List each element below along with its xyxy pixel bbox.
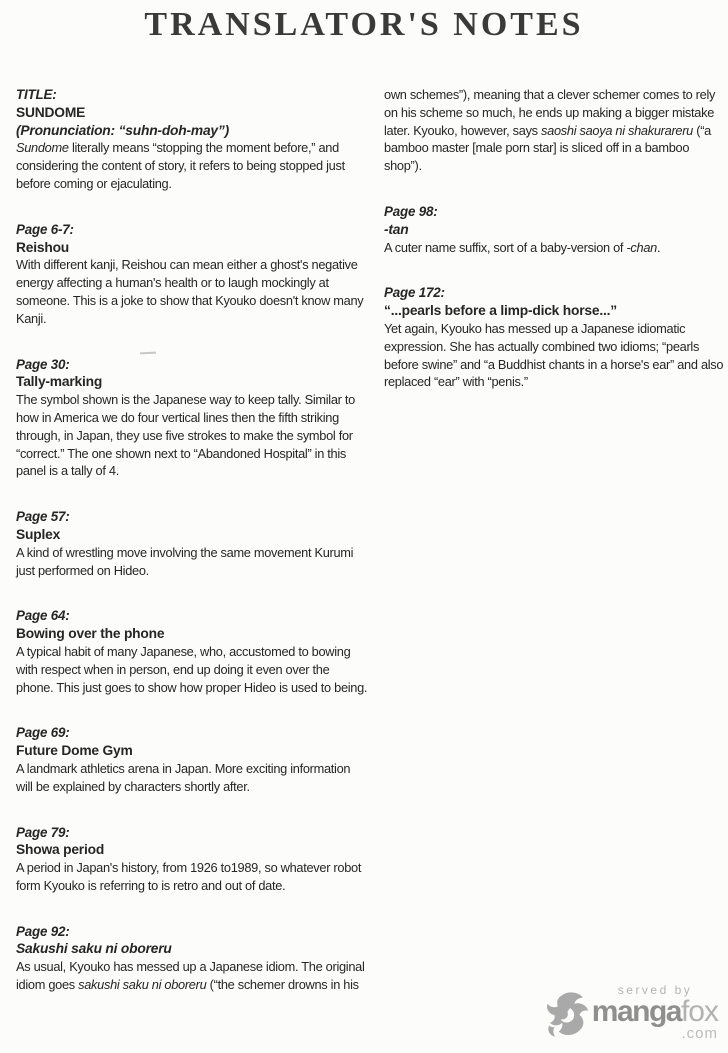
watermark-text	[592, 984, 718, 1041]
section-heading: Future Dome Gym	[16, 743, 133, 759]
section-heading: SUNDOME	[16, 104, 86, 120]
note-section	[16, 221, 368, 328]
section-page-label: Page 98:	[384, 203, 438, 219]
note-section	[384, 284, 724, 391]
section-body	[16, 256, 368, 327]
section-body	[16, 391, 368, 480]
section-body	[384, 86, 724, 175]
body-text-run: As usual, Kyouko has messed up a Japanese idiom. The original idiom goes	[16, 959, 365, 993]
body-text-run: Sundome	[16, 140, 69, 156]
section-page-label: Page 92:	[16, 923, 70, 939]
note-section	[16, 356, 368, 481]
watermark-served-by: served by	[617, 983, 693, 997]
watermark-brand	[592, 997, 718, 1026]
note-section	[384, 203, 724, 256]
note-section	[16, 824, 368, 895]
note-section	[384, 86, 724, 175]
section-page-label: Page 172:	[384, 285, 445, 301]
section-heading: Suplex	[16, 526, 61, 542]
section-heading: “...pearls before a limp-dick horse...”	[384, 303, 617, 319]
section-body	[16, 643, 368, 696]
notes-columns	[16, 86, 724, 1022]
watermark-brand-fox: fox	[680, 995, 718, 1028]
body-text-run: .	[656, 239, 661, 255]
section-body	[384, 239, 724, 257]
body-text-run: -chan	[626, 239, 657, 255]
body-text-run: literally means “stopping the moment before,” and considering the content of story, it refers to being stopped just before coming or ejaculating.	[16, 140, 345, 191]
watermark-brand-tld: .com	[681, 1025, 718, 1042]
body-text-run: A typical habit of many Japanese, who, accustomed to bowing with respect when in person, end up doing it even over the phone. This just goes to show how proper Hideo is used to being.	[16, 643, 368, 695]
body-text-run: (“the schemer drowns in his	[206, 977, 359, 993]
section-page-label: Page 57:	[16, 509, 70, 525]
section-body	[16, 139, 368, 192]
note-section	[16, 508, 368, 579]
section-body	[16, 760, 368, 796]
section-heading: Reishou	[16, 239, 70, 255]
note-section	[16, 86, 368, 193]
section-page-label: TITLE:	[16, 87, 57, 102]
body-text-run: A kind of wrestling move involving the same movement Kurumi just performed on Hideo.	[16, 544, 354, 578]
section-page-label: Page 6-7:	[16, 221, 74, 237]
section-page-label: Page 79:	[16, 824, 70, 840]
watermark-brand-manga: manga	[591, 995, 681, 1028]
section-page-label: Page 30:	[16, 356, 70, 372]
section-page-label: Page 64:	[16, 608, 70, 624]
body-text-run: own schemes”), meaning that a clever schemer comes to rely on his scheme so much, he ends up making a bigger mistake later. Kyouko, however, says	[384, 87, 716, 138]
section-heading: Showa period	[16, 842, 105, 858]
body-text-run: (“a bamboo master [male porn star] is sliced off in a bamboo shop”).	[384, 122, 711, 174]
body-text-run: With different kanji, Reishou can mean either a ghost's negative energy affecting a human's health or to laugh mockingly at someone. This is a joke to show that Kyouko doesn't know many Kanji.	[16, 257, 364, 326]
section-subheading: (Pronunciation: “suhn-doh-may”)	[16, 122, 230, 138]
note-section	[16, 923, 368, 994]
note-section	[16, 607, 368, 696]
section-page-label: Page 69:	[16, 725, 70, 741]
note-section	[16, 724, 368, 795]
left-column	[16, 86, 368, 1022]
body-text-run: A landmark athletics arena in Japan. More exciting information will be explained by characters shortly after.	[16, 760, 351, 794]
body-text-run: A period in Japan's history, from 1926 to1989, so whatever robot form Kyouko is referring to is retro and out of date.	[16, 860, 362, 893]
right-column	[384, 86, 724, 1022]
body-text-run: A cuter name suffix, sort of a baby-version of	[384, 239, 627, 255]
body-text-run: The symbol shown is the Japanese way to keep tally. Similar to how in America we do four vertical lines then the fifth striking through, in Japan, they use five strokes to make the symbol for “correct.” The one shown next to “Abandoned Hospital” in this panel is a tally of 4.	[16, 392, 355, 479]
section-body	[384, 320, 724, 391]
section-body	[16, 544, 368, 580]
body-text-run: sakushi saku ni oboreru	[78, 977, 207, 993]
section-body	[16, 958, 368, 994]
section-heading: -tan	[384, 221, 409, 237]
section-heading: Bowing over the phone	[16, 626, 165, 642]
body-text-run: Yet again, Kyouko has messed up a Japanese idiomatic expression. She has actually combined two idioms; “pearls before swine” and “a Buddhist chants in a horse's ear” and also replaced “ear” with “penis.”	[384, 320, 724, 390]
section-heading: Tally-marking	[16, 374, 103, 390]
fox-icon	[544, 990, 596, 1045]
body-text-run: saoshi saoya ni shakurareru	[541, 122, 693, 138]
mangafox-watermark	[544, 984, 718, 1045]
section-body	[16, 859, 368, 895]
section-heading: Sakushi saku ni oboreru	[16, 941, 172, 957]
page-title: TRANSLATOR'S NOTES	[144, 6, 584, 43]
